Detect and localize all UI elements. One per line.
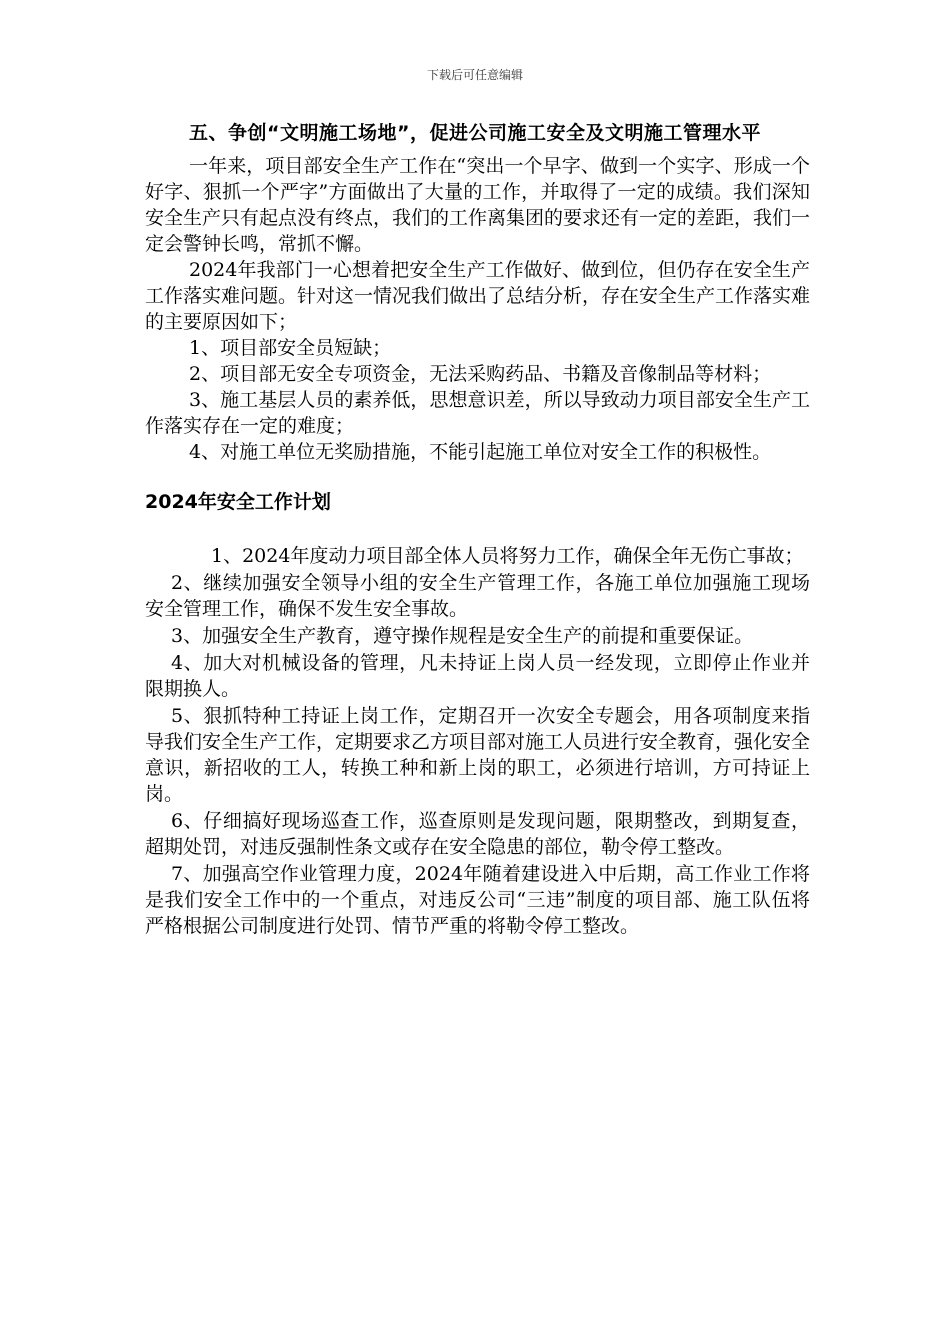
paragraph: 一年来，项目部安全生产工作在“突出一个早字、做到一个实字、形成一个好字、狠抓一个严字”方面做出了大量的工作，并取得了一定的成绩。我们深知安全生产只有起点没有终点，我们的工作离集团的要求还有一定的差距，我们一定会警钟长鸣，常抓不懈。 <box>145 155 811 255</box>
list-item: 3、加强安全生产教育，遵守操作规程是安全生产的前提和重要保证。 <box>171 625 754 647</box>
document-body <box>145 120 810 940</box>
list-item: 4、加大对机械设备的管理，凡未持证上岗人员一经发现，立即停止作业并限期换人。 <box>145 652 810 700</box>
list-item: 4、对施工单位无奖励措施，不能引起施工单位对安全工作的积极性。 <box>189 441 772 463</box>
list-item: 6、仔细搞好现场巡查工作，巡查原则是发现问题，限期整改，到期复查，超期处罚，对违反强制性条文或存在安全隐患的部位，勒令停工整改。 <box>145 810 810 858</box>
plan-list <box>145 543 810 939</box>
list-item: 1、2024年度动力项目部全体人员将努力工作，确保全年无伤亡事故； <box>211 545 804 567</box>
plan-heading: 2024年安全工作计划 <box>145 491 331 513</box>
list-item: 3、施工基层人员的素养低，思想意识差，所以导致动力项目部安全生产工作落实存在一定的难度； <box>145 389 810 437</box>
list-item: 1、项目部安全员短缺； <box>189 337 392 359</box>
list-item: 7、加强高空作业管理力度，2024年随着建设进入中后期，高工作业工作将是我们安全工作中的一个重点，对违反公司“三违”制度的项目部、施工队伍将严格根据公司制度进行处罚、情节严重的将勒令停工整改。 <box>145 863 810 937</box>
list-item: 5、狠抓特种工持证上岗工作，定期召开一次安全专题会，用各项制度来指导我们安全生产工作，定期要求乙方项目部对施工人员进行安全教育，强化安全意识，新招收的工人，转换工种和新上岗的职工，必须进行培训，方可持证上岗。 <box>145 705 811 805</box>
paragraph: 2024年我部门一心想着把安全生产工作做好、做到位，但仍存在安全生产工作落实难问题。针对这一情况我们做出了总结分析，存在安全生产工作落实难的主要原因如下； <box>145 259 811 333</box>
section-heading: 五、争创“文明施工场地”，促进公司施工安全及文明施工管理水平 <box>189 122 761 144</box>
list-item: 2、项目部无安全专项资金，无法采购药品、书籍及音像制品等材料； <box>189 363 772 385</box>
list-item: 2、继续加强安全领导小组的安全生产管理工作，各施工单位加强施工现场安全管理工作，确保不发生安全事故。 <box>145 572 810 620</box>
download-note: 下载后可任意编辑 <box>426 68 523 82</box>
